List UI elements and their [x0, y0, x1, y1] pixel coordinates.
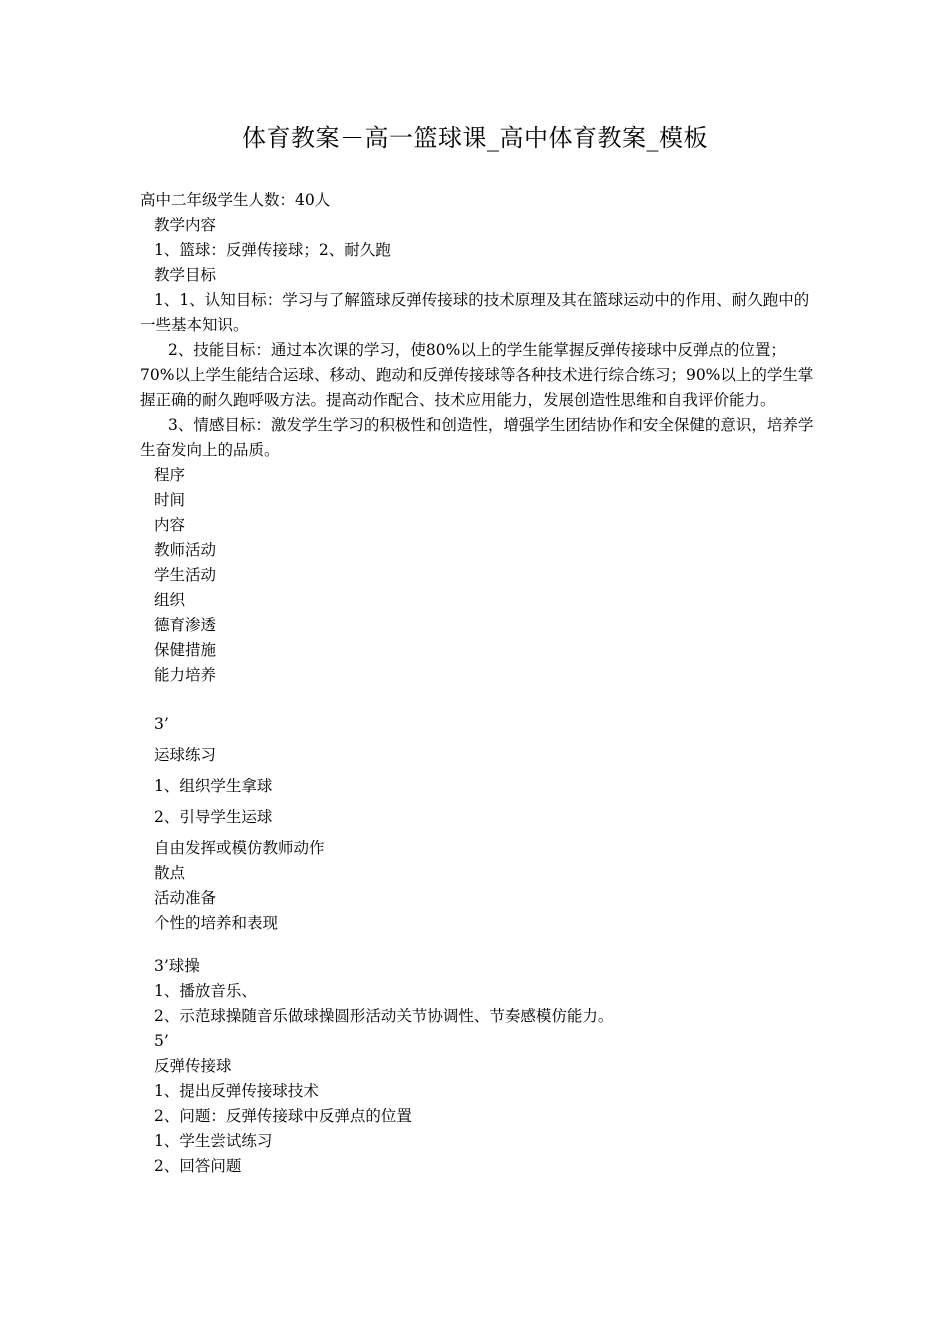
objective-affective: 3、情感目标：激发学生学习的积极性和创造性，增强学生团结协作和安全保健的意识，培养学生奋发向上的品质。 [140, 416, 814, 459]
document-title: 体育教案－高一篮球课_高中体育教案_模板 [242, 124, 708, 152]
header-teacher-activity: 教师活动 [154, 541, 217, 559]
demo-step: 2、示范球操随音乐做球操圆形活动关节协调性、节奏感模仿能力。 [154, 1007, 614, 1025]
health-measure: 活动准备 [154, 889, 217, 907]
teacher-step-2: 2、引导学生运球 [154, 808, 273, 826]
student-activity: 自由发挥或模仿教师动作 [154, 839, 325, 857]
organization: 散点 [154, 864, 186, 882]
objective-skill: 2、技能目标：通过本次课的学习，使80%以上的学生能掌握反弹传接球中反弹点的位置；70%以上学生能结合运球、移动、跑动和反弹传接球等各种技术进行综合练习；90%以上的学生掌握正确的耐久跑呼吸方法。提高动作配合、技术应用能力，发展创造性思维和自我评价能力。 [140, 341, 814, 409]
section-heading-objectives: 教学目标 [154, 266, 217, 284]
time-5min: 5’ [154, 1032, 169, 1050]
header-time: 时间 [154, 491, 186, 509]
section-heading-content: 教学内容 [154, 216, 217, 234]
activity-bounce-pass: 反弹传接球 [154, 1057, 232, 1075]
objective-cognitive: 1、1、认知目标：学习与了解篮球反弹传接球的技术原理及其在篮球运动中的作用、耐久跑中的一些基本知识。 [140, 291, 810, 334]
class-info: 高中二年级学生人数：40人 [140, 191, 331, 209]
student-answer: 2、回答问题 [154, 1157, 242, 1175]
ability-training: 个性的培养和表现 [154, 914, 279, 932]
content-line: 1、篮球：反弹传接球；2、耐久跑 [154, 241, 391, 259]
header-content: 内容 [154, 516, 186, 534]
ball-exercise: 3’球操 [154, 957, 200, 975]
activity-dribbling: 运球练习 [154, 746, 217, 764]
header-procedure: 程序 [154, 466, 186, 484]
header-health-measures: 保健措施 [154, 641, 217, 659]
header-moral-education: 德育渗透 [154, 616, 217, 634]
time-3min: 3’ [154, 715, 169, 733]
bounce-step-1: 1、提出反弹传接球技术 [154, 1082, 319, 1100]
header-student-activity: 学生活动 [154, 566, 217, 584]
music-step: 1、播放音乐、 [154, 982, 257, 1000]
header-ability-training: 能力培养 [154, 666, 217, 684]
student-try: 1、学生尝试练习 [154, 1132, 273, 1150]
header-organization: 组织 [154, 591, 186, 609]
bounce-step-2: 2、问题：反弹传接球中反弹点的位置 [154, 1107, 412, 1125]
document-body [140, 188, 820, 1179]
teacher-step-1: 1、组织学生拿球 [154, 777, 273, 795]
